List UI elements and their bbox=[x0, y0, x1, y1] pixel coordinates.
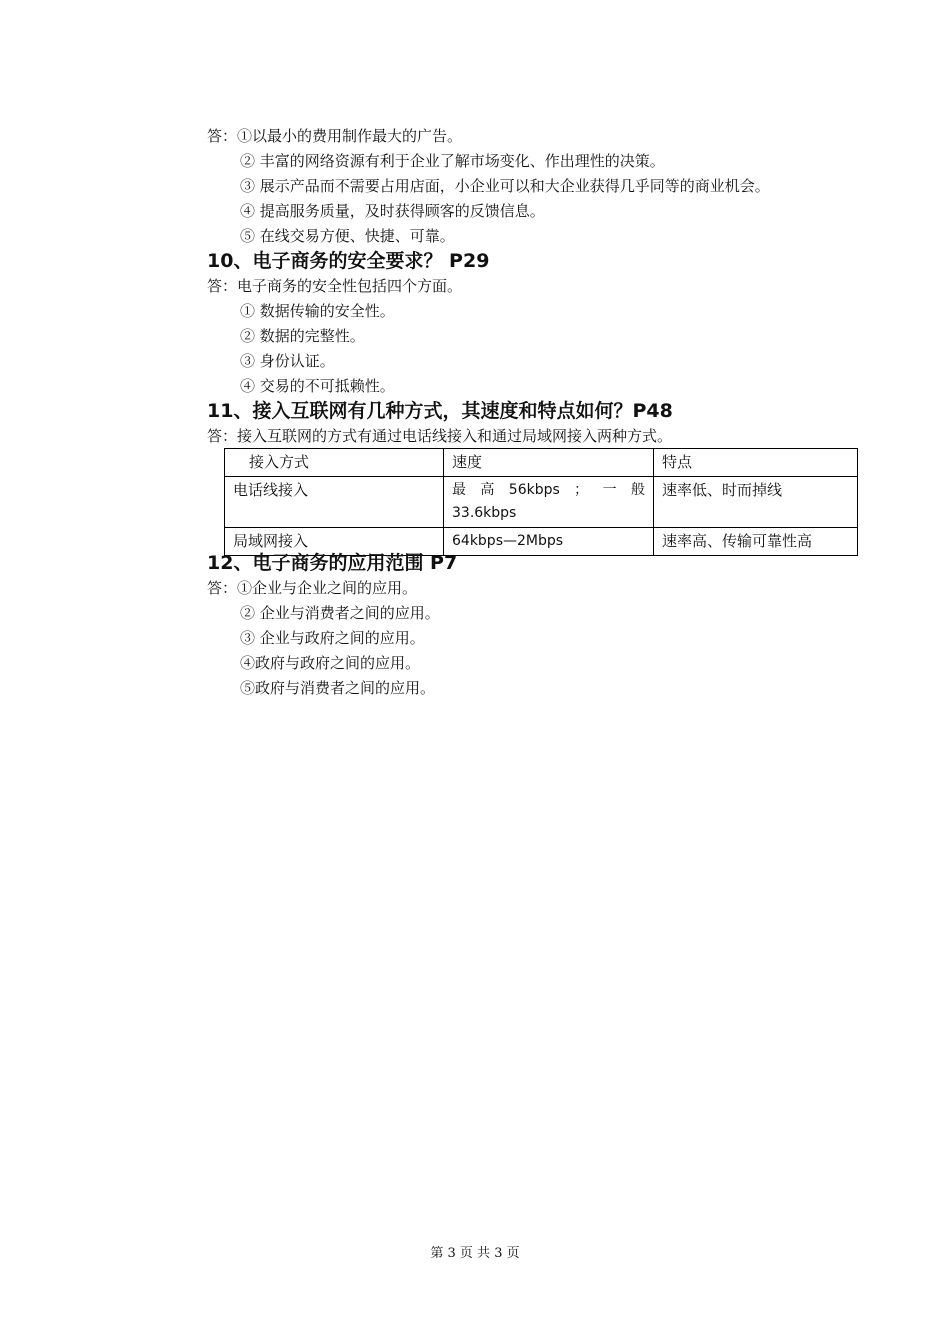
answer-line: ② 数据的完整性。 bbox=[240, 327, 365, 345]
table-row bbox=[225, 477, 858, 528]
answer-line: ② 丰富的网络资源有利于企业了解市场变化、作出理性的决策。 bbox=[240, 152, 665, 170]
speed-word: ； bbox=[574, 482, 589, 498]
answer-line: ① 数据传输的安全性。 bbox=[240, 302, 395, 320]
answer-line: ③ 展示产品而不需要占用店面，小企业可以和大企业获得几乎同等的商业机会。 bbox=[240, 177, 770, 195]
table-cell-method: 电话线接入 bbox=[225, 477, 444, 528]
speed-justified-line bbox=[452, 479, 645, 502]
answer-line: 答：电子商务的安全性包括四个方面。 bbox=[207, 277, 463, 295]
answer-line: ② 企业与消费者之间的应用。 bbox=[240, 604, 440, 622]
table-cell-feature: 速率高、传输可靠性高 bbox=[654, 528, 858, 556]
question-heading: 10、电子商务的安全要求？ P29 bbox=[207, 250, 490, 272]
table-header-cell: 接入方式 bbox=[225, 449, 444, 477]
question-heading: 11、接入互联网有几种方式，其速度和特点如何？P48 bbox=[207, 400, 673, 422]
answer-line: ④ 交易的不可抵赖性。 bbox=[240, 377, 395, 395]
answer-line: 答：①企业与企业之间的应用。 bbox=[207, 579, 418, 597]
answer-line: ④政府与政府之间的应用。 bbox=[240, 654, 421, 672]
table-cell-speed: 64kbps—2Mbps bbox=[444, 528, 654, 556]
table-header-cell: 特点 bbox=[654, 449, 858, 477]
page-footer: 第 3 页 共 3 页 bbox=[430, 1246, 520, 1261]
speed-word: 高 bbox=[480, 482, 495, 498]
access-methods-table bbox=[224, 448, 858, 556]
speed-word: 最 bbox=[452, 482, 466, 498]
speed-word: 般 bbox=[630, 482, 645, 498]
answer-line: ④ 提高服务质量，及时获得顾客的反馈信息。 bbox=[240, 202, 545, 220]
speed-word: 56kbps bbox=[508, 482, 560, 498]
question-heading: 12、电子商务的应用范围 P7 bbox=[207, 552, 458, 574]
answer-line: ⑤政府与消费者之间的应用。 bbox=[240, 679, 436, 697]
table-cell-feature: 速率低、时而掉线 bbox=[654, 477, 858, 528]
table-cell-speed bbox=[444, 477, 654, 528]
answer-line: ③ 企业与政府之间的应用。 bbox=[240, 629, 425, 647]
answer-line: 答：①以最小的费用制作最大的广告。 bbox=[207, 127, 463, 145]
speed-word: 一 bbox=[602, 482, 617, 498]
table-header-cell: 速度 bbox=[444, 449, 654, 477]
answer-line: ⑤ 在线交易方便、快捷、可靠。 bbox=[240, 227, 455, 245]
speed-second-line: 33.6kbps bbox=[452, 505, 517, 521]
answer-line: ③ 身份认证。 bbox=[240, 352, 335, 370]
table-cell-method: 局域网接入 bbox=[225, 528, 444, 556]
table-header-row bbox=[225, 449, 858, 477]
answer-line: 答：接入互联网的方式有通过电话线接入和通过局域网接入两种方式。 bbox=[207, 427, 673, 445]
